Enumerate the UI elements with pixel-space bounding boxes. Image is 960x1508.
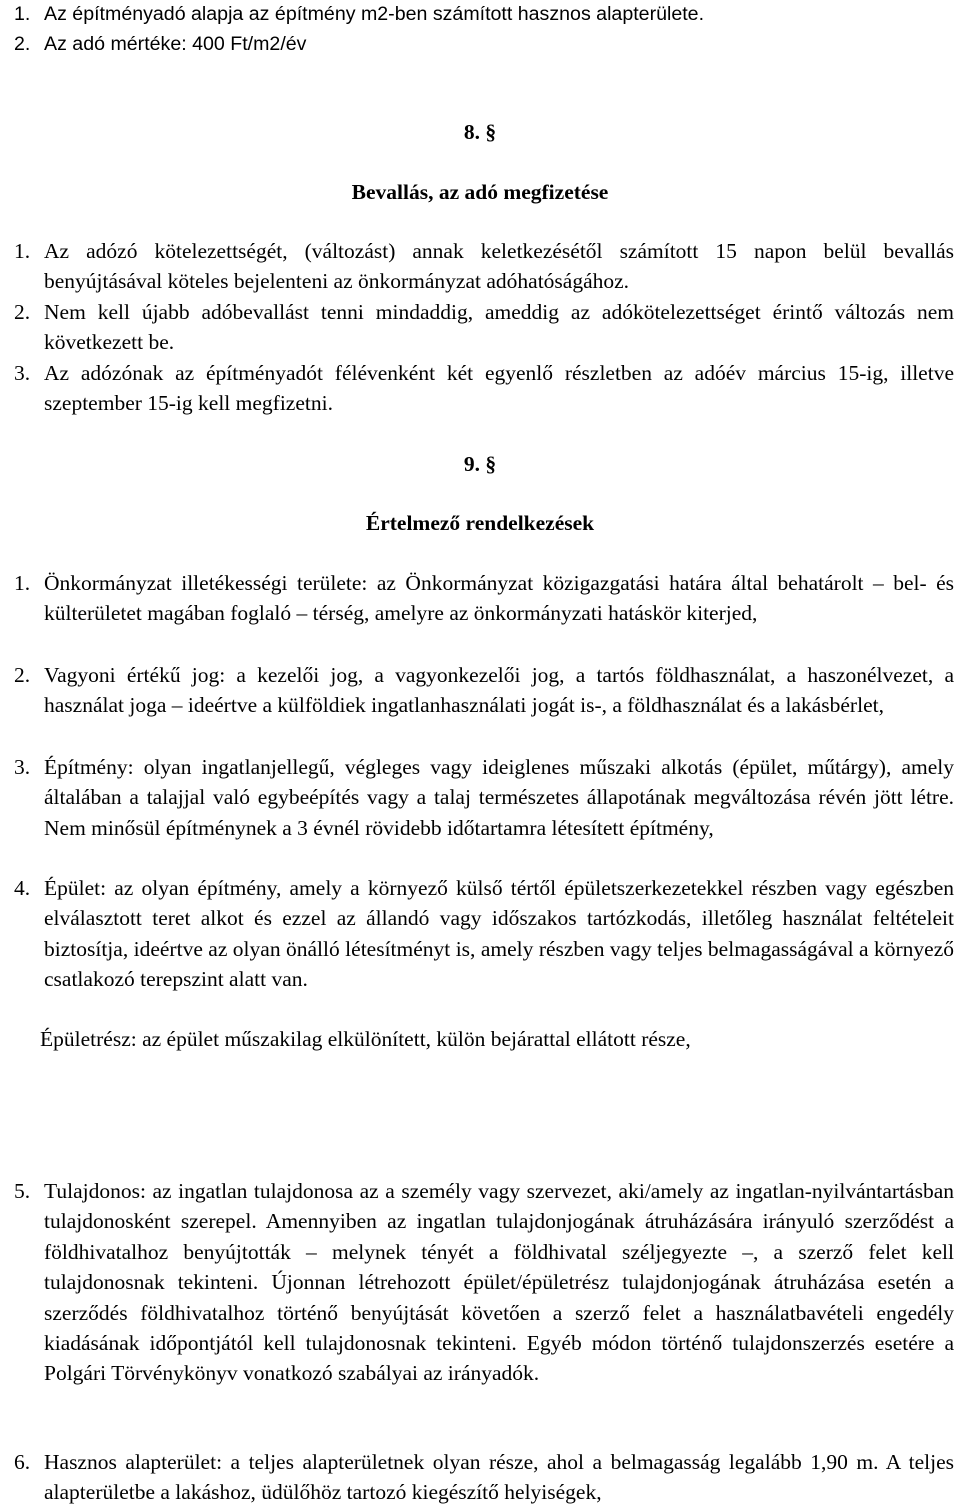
item-text: Tulajdonos: az ingatlan tulajdonosa az a személy vagy szervezet, aki/amely az ingatlan-nyilvántartásban tulajdonosként szerepel. Amennyiben az ingatlan tulajdonjogának átruházására irányuló szerződést a földhivatalhoz benyújtották – melynek tényét a földhivatal széljegyezte –, a szerző felet kell tulajdonosnak tekinteni. Újonnan létrehozott épület/épületrész tulajdonjogának átruházása esetén a szerződés földhivatalhoz történő benyújtását követően a szerző felet a használatbavételi engedély kiadásának időpontjától kell tulajdonosnak tekinteni. Egyéb módon történő tulajdonszerzés esetére a Polgári Törvénykönyv vonatkozó szabályai az irányadók. bbox=[44, 1179, 954, 1386]
list-item bbox=[14, 236, 954, 297]
item-number: 3. bbox=[14, 361, 31, 385]
item-number: 1. bbox=[14, 571, 31, 595]
section-title: Bevallás, az adó megfizetése bbox=[351, 180, 609, 204]
list-item bbox=[14, 358, 954, 419]
sub-paragraph: Épületrész: az épület műszakilag elkülönített, külön bejárattal ellátott része, bbox=[40, 1027, 691, 1051]
item-text: Épület: az olyan építmény, amely a környező külső tértől épületszerkezetekkel részben vagy egészben elválasztott teret alkot és ezzel az állandó vagy időszakos tartózkodás, illetőleg használat feltételeit biztosítja, ideértve az olyan önálló létesítményt is, amely részben vagy teljes belmagasságával a környező csatlakozó terepszint alatt van. bbox=[44, 876, 954, 992]
section-number: 8. § bbox=[463, 120, 497, 144]
item-number: 1. bbox=[14, 239, 31, 263]
item-number: 3. bbox=[14, 755, 31, 779]
list-item bbox=[14, 752, 954, 843]
list-item bbox=[14, 297, 954, 358]
item-number: 2. bbox=[14, 300, 31, 324]
list-item bbox=[14, 30, 954, 58]
list-item bbox=[14, 0, 954, 28]
list-item bbox=[14, 660, 954, 721]
item-number: 6. bbox=[14, 1450, 31, 1474]
item-number: 2. bbox=[14, 663, 31, 687]
item-text: Az adózónak az építményadót félévenként két egyenlő részletben az adóév március 15-ig, illetve szeptember 15-ig kell megfizetni. bbox=[44, 361, 954, 416]
item-number: 2. bbox=[14, 33, 31, 55]
list-item bbox=[14, 568, 954, 629]
item-text: Hasznos alapterület: a teljes alapterületnek olyan része, ahol a belmagasság legalább 1,90 m. A teljes alapterületbe a lakáshoz, üdülőhöz tartozó kiegészítő helyiségek, bbox=[44, 1450, 954, 1505]
list-item bbox=[14, 1447, 954, 1508]
item-text: Az adó mértéke: 400 Ft/m2/év bbox=[44, 33, 307, 55]
section-number: 9. § bbox=[463, 452, 497, 476]
item-text: Az építményadó alapja az építmény m2-ben számított hasznos alapterülete. bbox=[44, 3, 705, 25]
item-number: 5. bbox=[14, 1179, 31, 1203]
item-text: Vagyoni értékű jog: a kezelői jog, a vagyonkezelői jog, a tartós földhasználat, a haszonélvezet, a használat joga – ideértve a külföldiek ingatlanhasználati jogát is-, a földhasználat és a lakásbérlet, bbox=[44, 663, 954, 718]
item-text: Építmény: olyan ingatlanjellegű, végleges vagy ideiglenes műszaki alkotás (épület, műtárgy), amely általában a talajjal való egybeépítés vagy a talaj természetes állapotának megváltozása révén jött létre. Nem minősül építménynek a 3 évnél rövidebb időtartamra létesített építmény, bbox=[44, 755, 954, 840]
section-title: Értelmező rendelkezések bbox=[365, 511, 595, 535]
list-item bbox=[14, 1176, 954, 1389]
list-item bbox=[14, 873, 954, 995]
item-text: Nem kell újabb adóbevallást tenni mindaddig, ameddig az adókötelezettséget érintő változás nem következett be. bbox=[44, 300, 954, 355]
item-text: Önkormányzat illetékességi területe: az Önkormányzat közigazgatási határa által behatárolt – bel- és külterületet magában foglaló – térség, amelyre az önkormányzati hatáskör kiterjed, bbox=[44, 571, 954, 626]
item-number: 1. bbox=[14, 3, 31, 25]
item-number: 4. bbox=[14, 876, 31, 900]
item-text: Az adózó kötelezettségét, (változást) annak keletkezésétől számított 15 napon belül bevallás benyújtásával köteles bejelenteni az önkormányzat adóhatóságához. bbox=[44, 239, 954, 294]
